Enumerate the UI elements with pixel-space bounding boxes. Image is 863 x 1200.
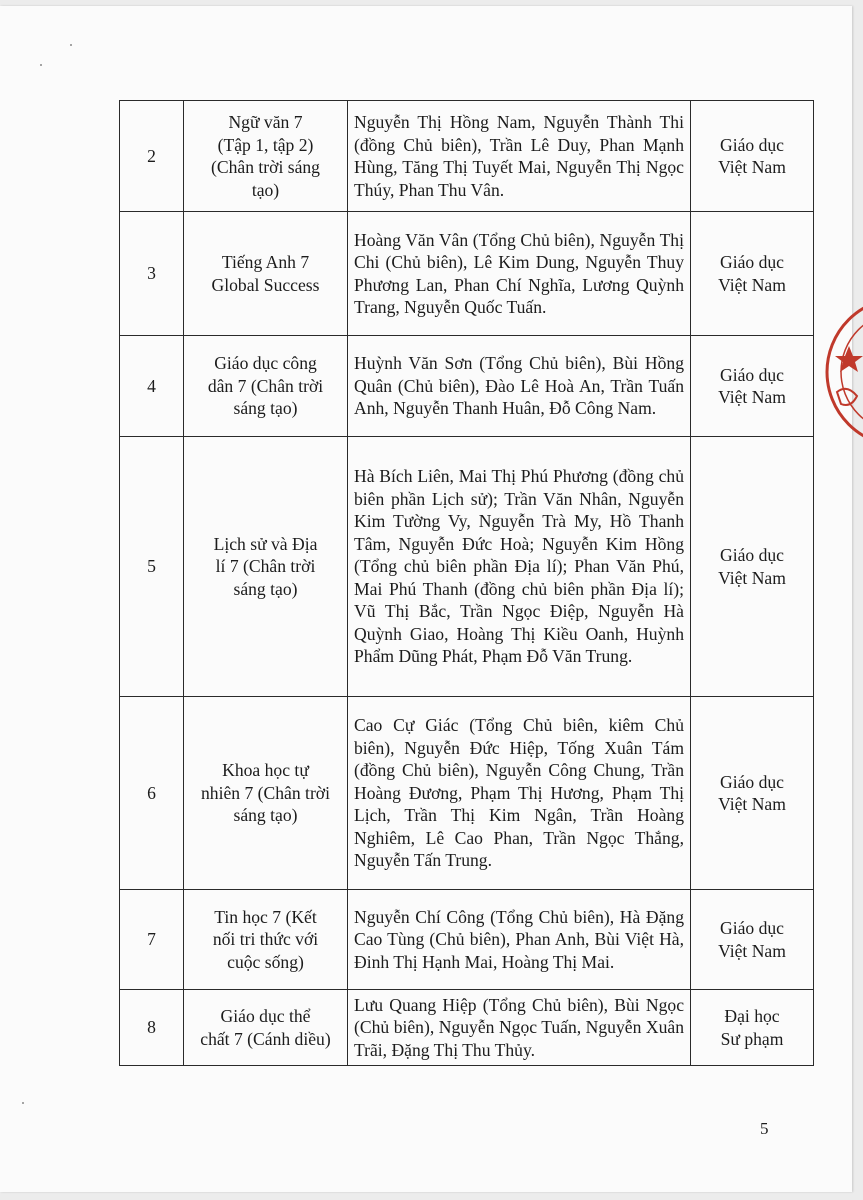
publisher: Giáo dục Việt Nam: [691, 336, 814, 437]
authors: Hoàng Văn Vân (Tổng Chủ biên), Nguyễn Thị Chi (Chủ biên), Lê Kim Dung, Nguyễn Thuy Phương Lan, Phan Chí Nghĩa, Lương Quỳnh Trang, Nguyễn Quốc Tuấn.: [348, 212, 691, 336]
table-row: [120, 697, 814, 890]
authors: Nguyễn Chí Công (Tổng Chủ biên), Hà Đặng Cao Tùng (Chủ biên), Phan Anh, Bùi Việt Hà, Đinh Thị Hạnh Mai, Hoàng Thị Mai.: [348, 890, 691, 990]
scan-speck: [22, 1102, 24, 1104]
table-row: [120, 101, 814, 212]
table-row: [120, 890, 814, 990]
row-number: 6: [120, 697, 184, 890]
row-number: 3: [120, 212, 184, 336]
publisher: Đại học Sư phạm: [691, 990, 814, 1066]
table-row: [120, 212, 814, 336]
page-number: 5: [760, 1119, 769, 1138]
book-title: Giáo dục công dân 7 (Chân trời sáng tạo): [184, 336, 348, 437]
table-row: [120, 990, 814, 1066]
authors: Lưu Quang Hiệp (Tổng Chủ biên), Bùi Ngọc (Chủ biên), Nguyễn Ngọc Tuấn, Nguyễn Xuân Trãi, Đặng Thị Thu Thủy.: [348, 990, 691, 1066]
table-row: [120, 437, 814, 697]
authors: Cao Cự Giác (Tổng Chủ biên, kiêm Chủ biên), Nguyễn Đức Hiệp, Tống Xuân Tám (đồng Chủ biên), Nguyễn Công Chung, Trần Hoàng Đương, Phạm Thị Hương, Phạm Thị Lịch, Trần Thị Kim Ngân, Trần Hoàng Nghiêm, Lê Cao Phan, Trần Ngọc Thắng, Nguyễn Tấn Trung.: [348, 697, 691, 890]
row-number: 4: [120, 336, 184, 437]
authors: Huỳnh Văn Sơn (Tổng Chủ biên), Bùi Hồng Quân (Chủ biên), Đào Lê Hoà An, Trần Tuấn Anh, Nguyễn Thanh Huân, Đỗ Công Nam.: [348, 336, 691, 437]
publisher: Giáo dục Việt Nam: [691, 212, 814, 336]
row-number: 5: [120, 437, 184, 697]
scan-speck: [40, 64, 42, 66]
authors: Hà Bích Liên, Mai Thị Phú Phương (đồng chủ biên phần Lịch sử); Trần Văn Nhân, Nguyễn Kim Tường Vy, Nguyễn Trà My, Hồ Thanh Tâm, Nguyễn Đức Hoà; Nguyễn Kim Hồng (Tổng chủ biên phần Địa lí); Phan Văn Phú, Mai Phú Thanh (đồng chủ biên phần Địa lí); Vũ Thị Bắc, Trần Ngọc Điệp, Nguyễn Hà Quỳnh Giao, Hoàng Thị Kiều Oanh, Huỳnh Phẩm Dũng Phát, Phạm Đỗ Văn Trung.: [348, 437, 691, 697]
publisher: Giáo dục Việt Nam: [691, 890, 814, 990]
publisher: Giáo dục Việt Nam: [691, 437, 814, 697]
row-number: 2: [120, 101, 184, 212]
book-title: Ngữ văn 7 (Tập 1, tập 2) (Chân trời sáng tạo): [184, 101, 348, 212]
row-number: 8: [120, 990, 184, 1066]
row-number: 7: [120, 890, 184, 990]
authors: Nguyễn Thị Hồng Nam, Nguyễn Thành Thi (đồng Chủ biên), Trần Lê Duy, Phan Mạnh Hùng, Tăng Thị Tuyết Mai, Nguyễn Thị Ngọc Thúy, Phan Thu Vân.: [348, 101, 691, 212]
publisher: Giáo dục Việt Nam: [691, 697, 814, 890]
red-seal-stamp: [823, 292, 863, 452]
scan-speck: [70, 44, 72, 46]
book-title: Tin học 7 (Kết nối tri thức với cuộc sống): [184, 890, 348, 990]
book-title: Tiếng Anh 7 Global Success: [184, 212, 348, 336]
book-title: Giáo dục thể chất 7 (Cánh diều): [184, 990, 348, 1066]
publisher: Giáo dục Việt Nam: [691, 101, 814, 212]
book-title: Khoa học tự nhiên 7 (Chân trời sáng tạo): [184, 697, 348, 890]
document-page: [0, 6, 852, 1192]
table-row: [120, 336, 814, 437]
textbook-table: [119, 100, 814, 1066]
book-title: Lịch sử và Địa lí 7 (Chân trời sáng tạo): [184, 437, 348, 697]
